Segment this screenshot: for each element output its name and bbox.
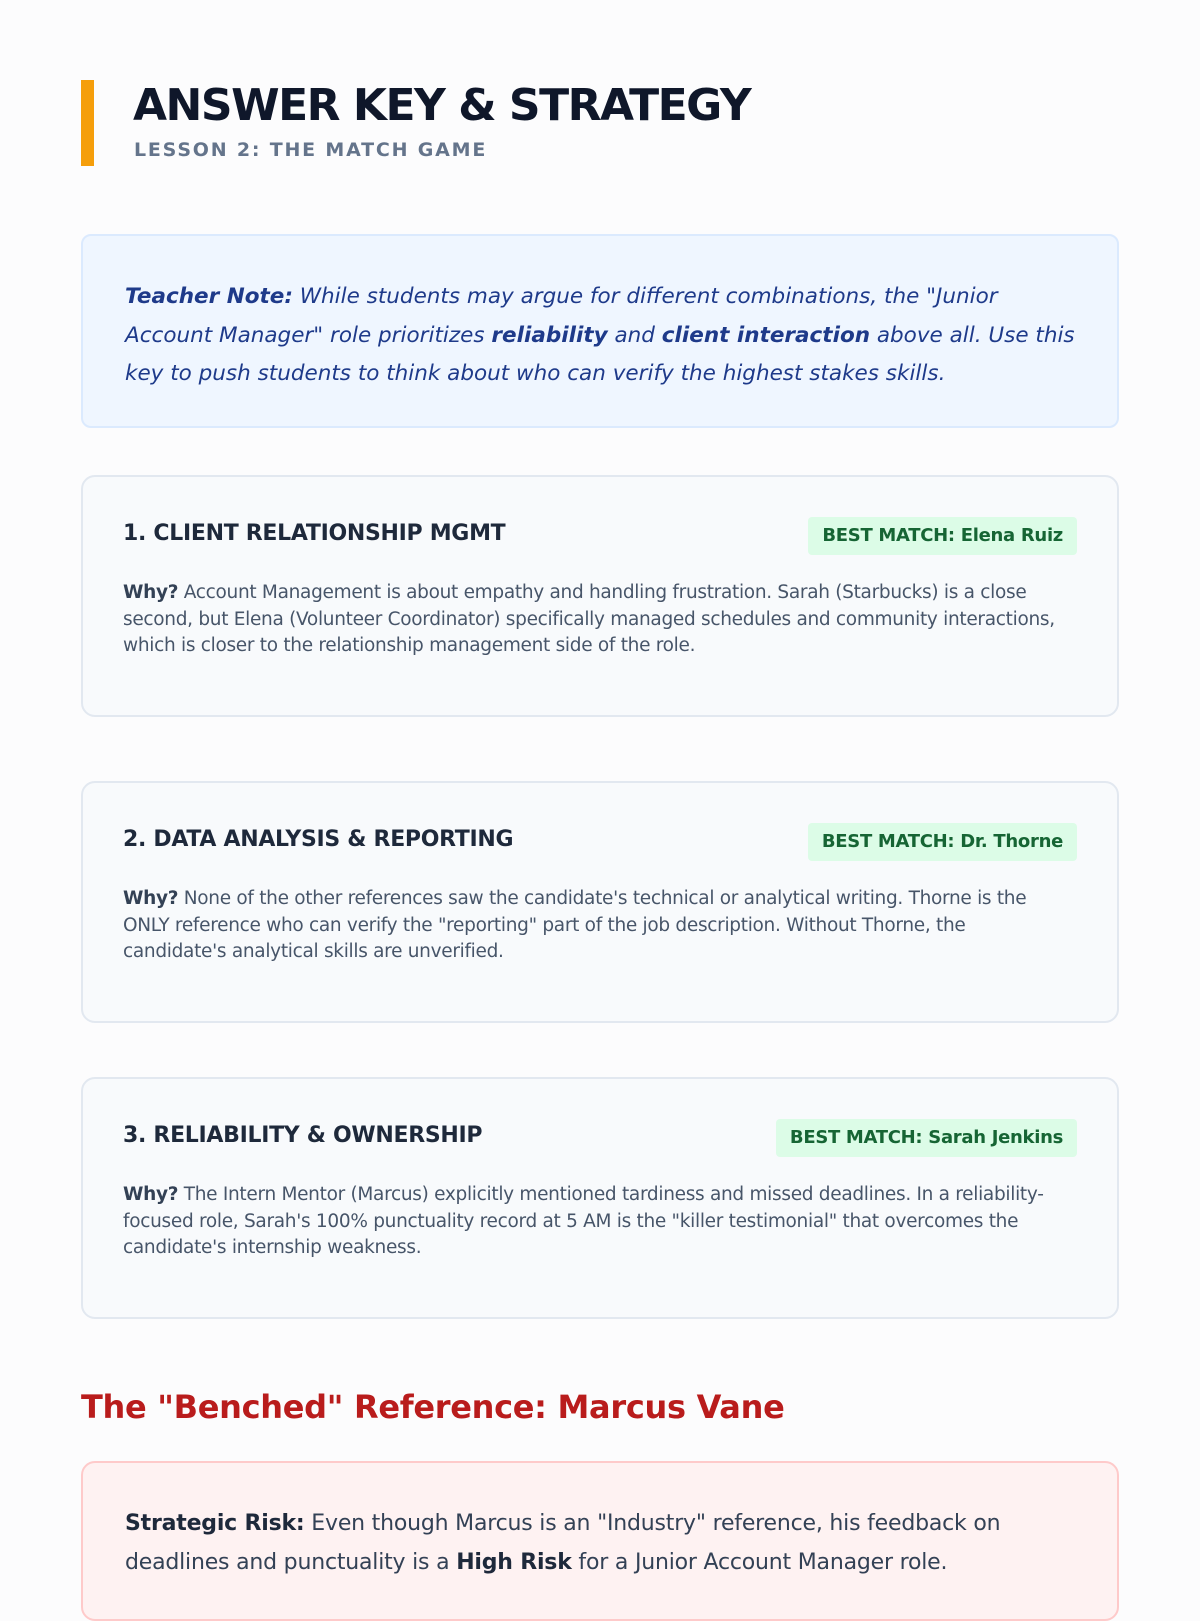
page-title: ANSWER KEY & STRATEGY — [133, 80, 751, 131]
card-title: 2. DATA ANALYSIS & REPORTING — [123, 827, 514, 852]
page-header — [81, 80, 1121, 166]
teacher-note-span: above all. Use this key to push students to think about who can verify the highest stakes skills. — [125, 322, 1075, 386]
best-match-badge: BEST MATCH: Dr. Thorne — [808, 823, 1077, 861]
why-label: Why? — [123, 888, 179, 909]
strategic-risk-label: Strategic Risk: — [125, 1511, 305, 1536]
card-explanation — [123, 886, 1073, 966]
skill-card-client-relationship — [81, 475, 1119, 717]
teacher-note-label: Teacher Note: — [125, 284, 293, 309]
skill-card-reliability — [81, 1077, 1119, 1319]
why-label: Why? — [123, 582, 179, 603]
strategic-risk-text — [125, 1505, 1075, 1582]
teacher-note-text — [125, 278, 1077, 394]
card-explanation — [123, 580, 1073, 660]
risk-span: for a Junior Account Manager role. — [571, 1549, 948, 1575]
risk-emphasis: High Risk — [456, 1549, 572, 1575]
teacher-note-span: While students may argue for different combinations, the "Junior Account Manager" role prioritizes — [125, 284, 998, 348]
teacher-note-box — [81, 234, 1119, 428]
benched-reference-heading: The "Benched" Reference: Marcus Vane — [81, 1388, 785, 1426]
accent-bar — [81, 80, 94, 166]
teacher-note-emphasis: client interaction — [661, 322, 871, 348]
card-title: 3. RELIABILITY & OWNERSHIP — [123, 1123, 483, 1148]
page-subtitle: LESSON 2: THE MATCH GAME — [134, 139, 488, 161]
best-match-badge: BEST MATCH: Elena Ruiz — [808, 517, 1077, 555]
teacher-note-span: and — [607, 322, 662, 348]
risk-span: Even though Marcus is an "Industry" reference, his feedback on deadlines and punctuality is a — [125, 1511, 1001, 1575]
why-text: The Intern Mentor (Marcus) explicitly mentioned tardiness and missed deadlines. In a reliability-focused role, Sarah's 100% punctuality record at 5 AM is the "killer testimonial" that overcomes the candidate's internship weakness. — [123, 1184, 1044, 1258]
why-label: Why? — [123, 1184, 179, 1205]
strategic-risk-box — [81, 1461, 1119, 1621]
card-explanation — [123, 1182, 1073, 1262]
skill-card-data-analysis — [81, 781, 1119, 1023]
why-text: None of the other references saw the candidate's technical or analytical writing. Thorne is the ONLY reference who can verify the "reporting" part of the job description. Without Thorne, the candidate's analytical skills are unverified. — [123, 888, 1027, 962]
best-match-badge: BEST MATCH: Sarah Jenkins — [776, 1119, 1077, 1157]
why-text: Account Management is about empathy and handling frustration. Sarah (Starbucks) is a close second, but Elena (Volunteer Coordinator) specifically managed schedules and community interactions, which is closer to the relationship management side of the role. — [123, 582, 1055, 656]
card-title: 1. CLIENT RELATIONSHIP MGMT — [123, 521, 506, 546]
teacher-note-emphasis: reliability — [491, 322, 608, 348]
